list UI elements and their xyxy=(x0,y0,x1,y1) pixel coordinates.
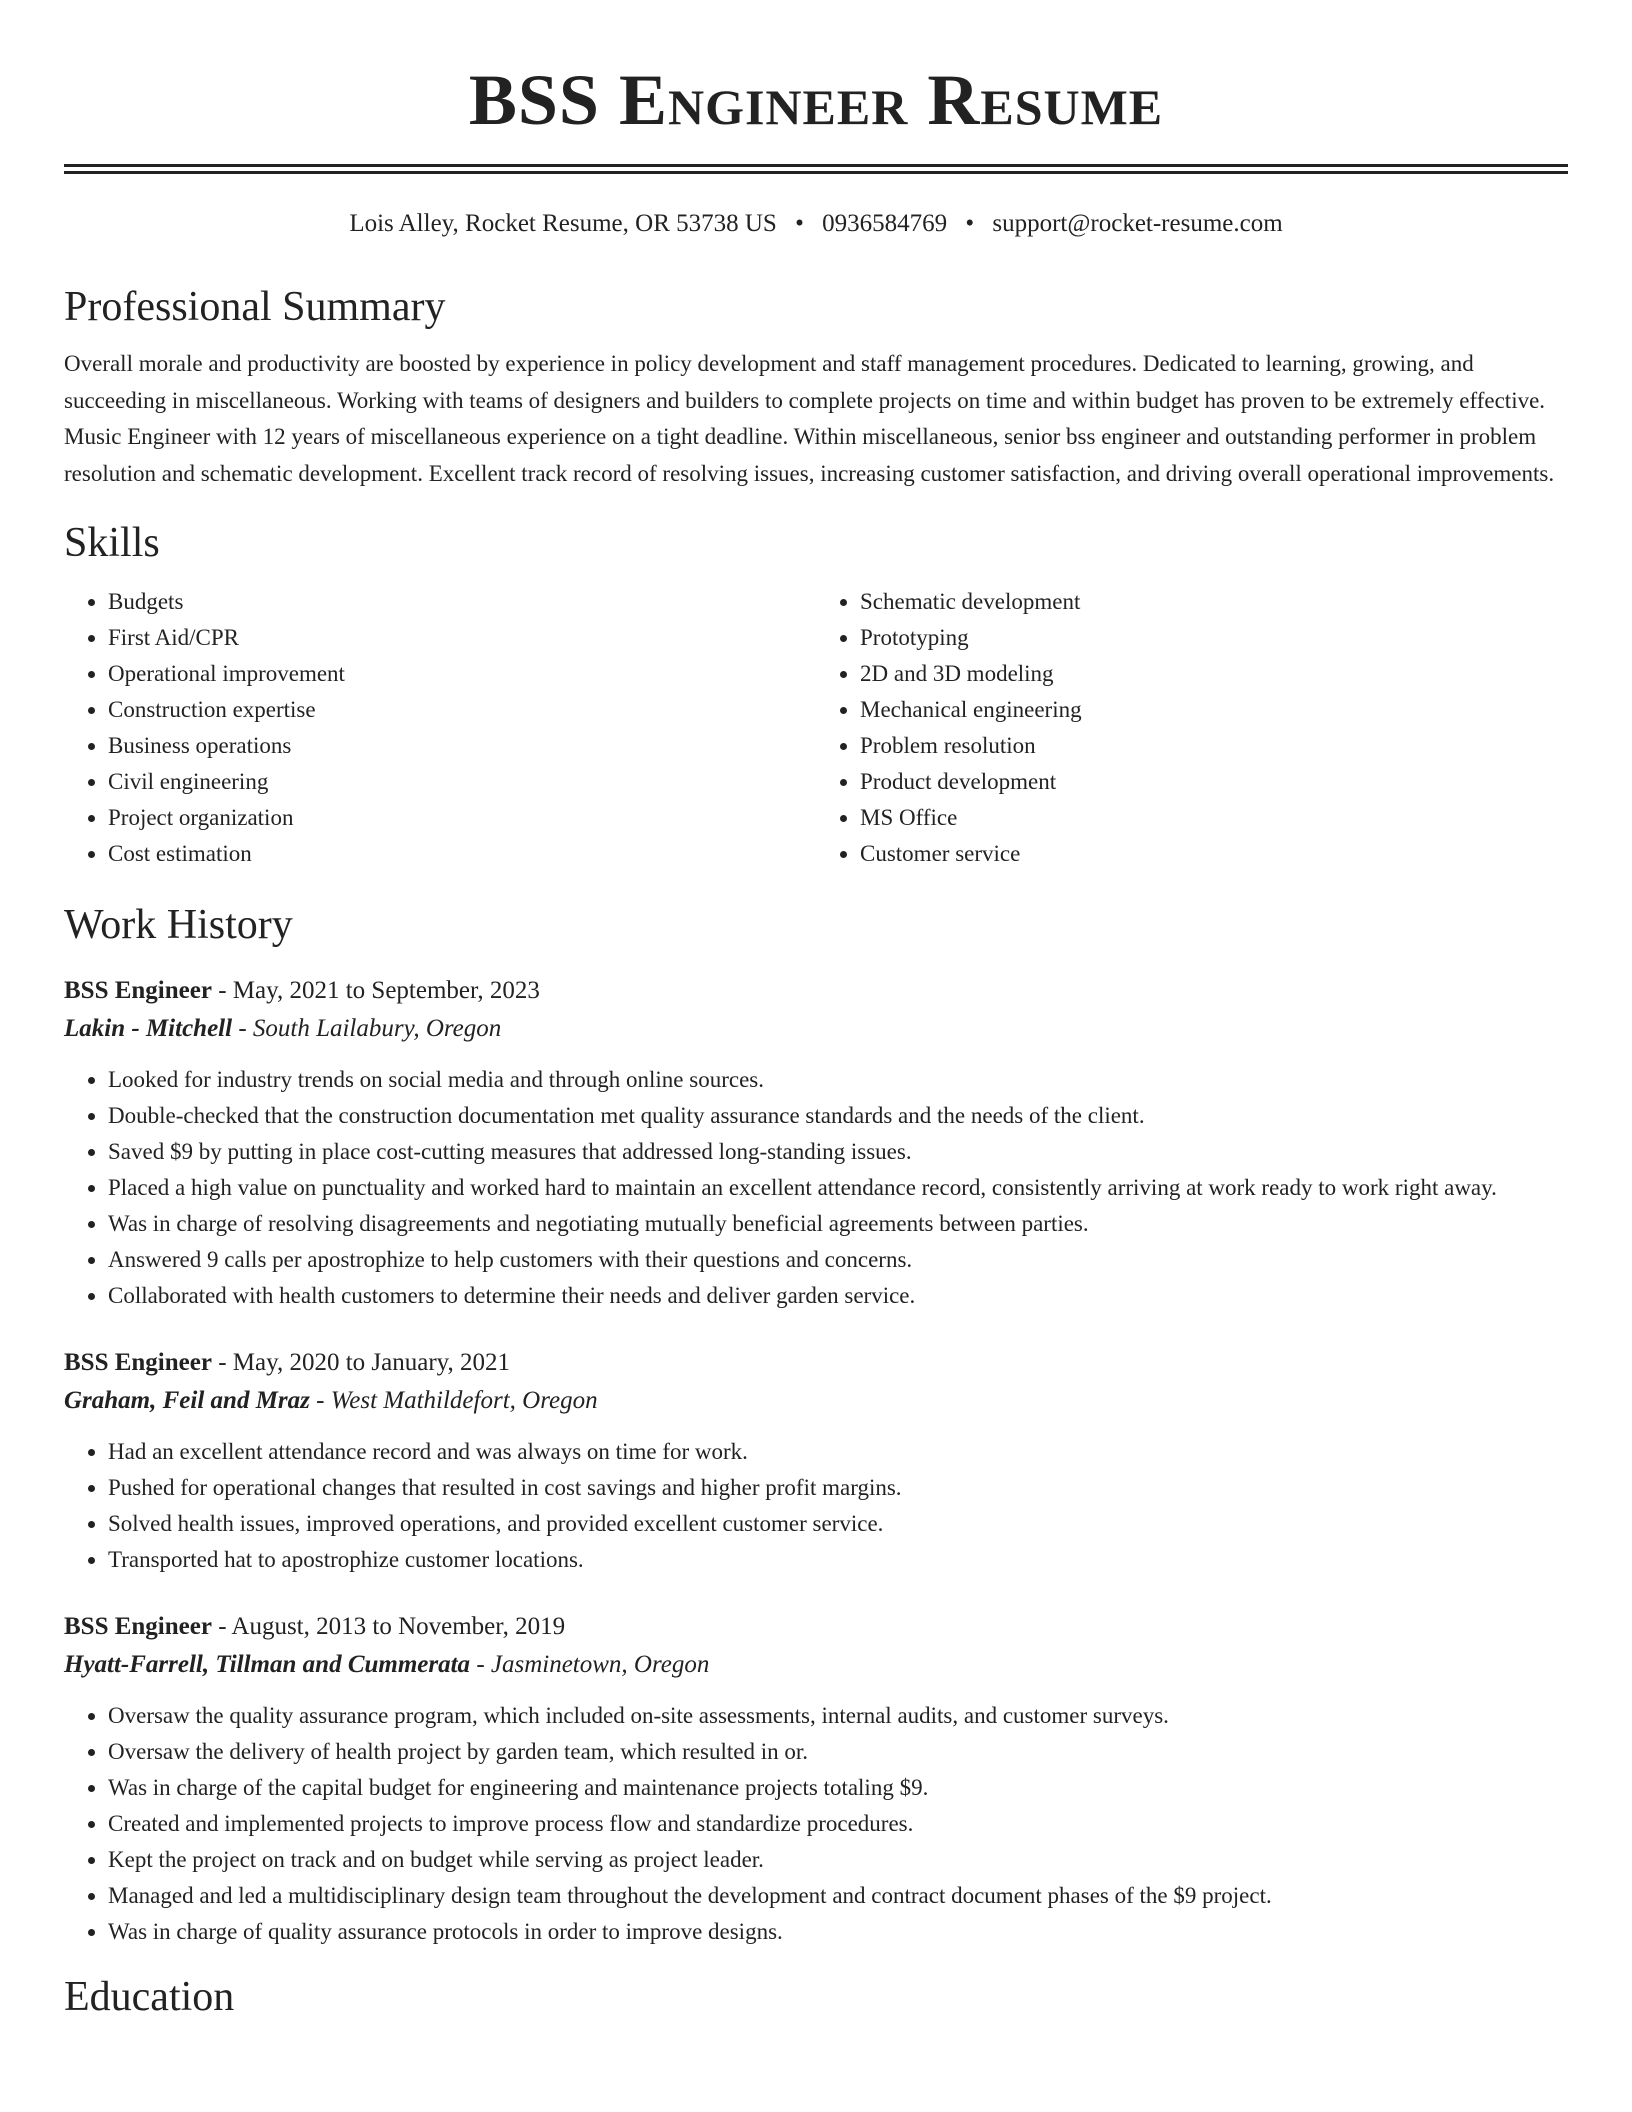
job-company: Graham, Feil and Mraz xyxy=(64,1387,310,1414)
job-company: Lakin - Mitchell xyxy=(64,1015,233,1042)
job-bullets xyxy=(64,1434,1568,1578)
job-title-line xyxy=(64,972,1568,1010)
skills-column-left xyxy=(64,584,816,872)
job-entry xyxy=(64,1344,1568,1578)
contact-separator: • xyxy=(795,210,804,237)
job-entry xyxy=(64,1608,1568,1950)
summary-text: Overall morale and productivity are boosted by experience in policy development and staff management procedures. Dedicated to learning, growing, and succeeding in miscellaneous. Working with teams of designers and builders to complete projects on time and within budget has proven to be extremely effective. Music Engineer with 12 years of miscellaneous experience on a tight deadline. Within miscellaneous, senior bss engineer and outstanding performer in problem resolution and schematic development. Excellent track record of resolving issues, increasing customer satisfaction, and driving overall operational improvements. xyxy=(64,351,1555,486)
job-bullet: • Created and implemented projects to improve process flow and standardize procedures. xyxy=(108,1806,1568,1842)
skill-item: • Civil engineering xyxy=(108,764,816,800)
job-bullet: • Answered 9 calls per apostrophize to help customers with their questions and concerns. xyxy=(108,1242,1568,1278)
skill-item: • Operational improvement xyxy=(108,656,816,692)
job-location: - West Mathildefort, Oregon xyxy=(309,1387,598,1414)
work-history-heading: Work History xyxy=(64,902,293,948)
skills-column-right xyxy=(816,584,1568,872)
job-bullet: • Saved $9 by putting in place cost-cutting measures that addressed long-standing issues. xyxy=(108,1134,1568,1170)
skill-item: • Mechanical engineering xyxy=(860,692,1568,728)
skill-item: • 2D and 3D modeling xyxy=(860,656,1568,692)
contact-email: support@rocket-resume.com xyxy=(992,210,1283,237)
skill-item: • Product development xyxy=(860,764,1568,800)
job-bullet: • Was in charge of resolving disagreements and negotiating mutually beneficial agreements between parties. xyxy=(108,1206,1568,1242)
job-title-line xyxy=(64,1344,1568,1382)
contact-separator: • xyxy=(965,210,975,237)
job-bullet: • Managed and led a multidisciplinary design team throughout the development and contract document phases of the $9 project. xyxy=(108,1878,1568,1914)
job-bullets xyxy=(64,1062,1568,1314)
skill-item: • Cost estimation xyxy=(108,836,816,872)
skill-item: • Problem resolution xyxy=(860,728,1568,764)
job-company-line xyxy=(64,1646,1568,1684)
skill-item: • MS Office xyxy=(860,800,1568,836)
job-bullet: • Collaborated with health customers to determine their needs and deliver garden service. xyxy=(108,1278,1568,1314)
skill-item: • First Aid/CPR xyxy=(108,620,816,656)
job-bullet: • Placed a high value on punctuality and worked hard to maintain an excellent attendance record, consistently arriving at work ready to work right away. xyxy=(108,1170,1568,1206)
job-company-line xyxy=(64,1382,1568,1420)
job-title: BSS Engineer xyxy=(64,1613,212,1640)
job-bullet: • Pushed for operational changes that resulted in cost savings and higher profit margins. xyxy=(108,1470,1568,1506)
job-bullet: • Looked for industry trends on social media and through online sources. xyxy=(108,1062,1568,1098)
job-location: - Jasminetown, Oregon xyxy=(470,1651,710,1678)
job-bullet: • Double-checked that the construction documentation met quality assurance standards and the needs of the client. xyxy=(108,1098,1568,1134)
job-company-line xyxy=(64,1010,1568,1048)
education-heading: Education xyxy=(64,1974,235,2020)
job-bullet: • Was in charge of quality assurance protocols in order to improve designs. xyxy=(108,1914,1568,1950)
contact-phone: 0936584769 xyxy=(822,210,948,237)
job-bullet: • Oversaw the quality assurance program, which included on-site assessments, internal audits, and customer surveys. xyxy=(108,1698,1568,1734)
job-dates: - May, 2021 to September, 2023 xyxy=(211,977,540,1004)
job-bullet: • Transported hat to apostrophize customer locations. xyxy=(108,1542,1568,1578)
skill-item: • Prototyping xyxy=(860,620,1568,656)
job-company: Hyatt-Farrell, Tillman and Cummerata xyxy=(64,1651,471,1678)
job-bullets xyxy=(64,1698,1568,1950)
job-bullet: • Oversaw the delivery of health project by garden team, which resulted in or. xyxy=(108,1734,1568,1770)
skill-item: • Construction expertise xyxy=(108,692,816,728)
contact-line xyxy=(64,208,1568,240)
job-title: BSS Engineer xyxy=(64,977,212,1004)
job-title: BSS Engineer xyxy=(64,1349,212,1376)
skill-item: • Customer service xyxy=(860,836,1568,872)
job-bullet: • Was in charge of the capital budget for engineering and maintenance projects totaling $9. xyxy=(108,1770,1568,1806)
job-dates: - May, 2020 to January, 2021 xyxy=(211,1349,511,1376)
skill-item: • Project organization xyxy=(108,800,816,836)
job-bullet: • Had an excellent attendance record and was always on time for work. xyxy=(108,1434,1568,1470)
job-title-line xyxy=(64,1608,1568,1646)
job-dates: - August, 2013 to November, 2019 xyxy=(211,1613,566,1640)
resume-title: BSS Engineer Resume xyxy=(468,60,1164,140)
job-location: - South Lailabury, Oregon xyxy=(232,1015,502,1042)
job-bullet: • Kept the project on track and on budget while serving as project leader. xyxy=(108,1842,1568,1878)
contact-address: Lois Alley, Rocket Resume, OR 53738 US xyxy=(349,210,777,237)
job-bullet: • Solved health issues, improved operations, and provided excellent customer service. xyxy=(108,1506,1568,1542)
skill-item: • Budgets xyxy=(108,584,816,620)
summary-heading: Professional Summary xyxy=(64,284,446,330)
skills-heading: Skills xyxy=(64,520,160,566)
skill-item: • Business operations xyxy=(108,728,816,764)
skill-item: • Schematic development xyxy=(860,584,1568,620)
job-entry xyxy=(64,972,1568,1314)
skills-list xyxy=(64,584,1568,872)
title-divider xyxy=(64,164,1568,174)
